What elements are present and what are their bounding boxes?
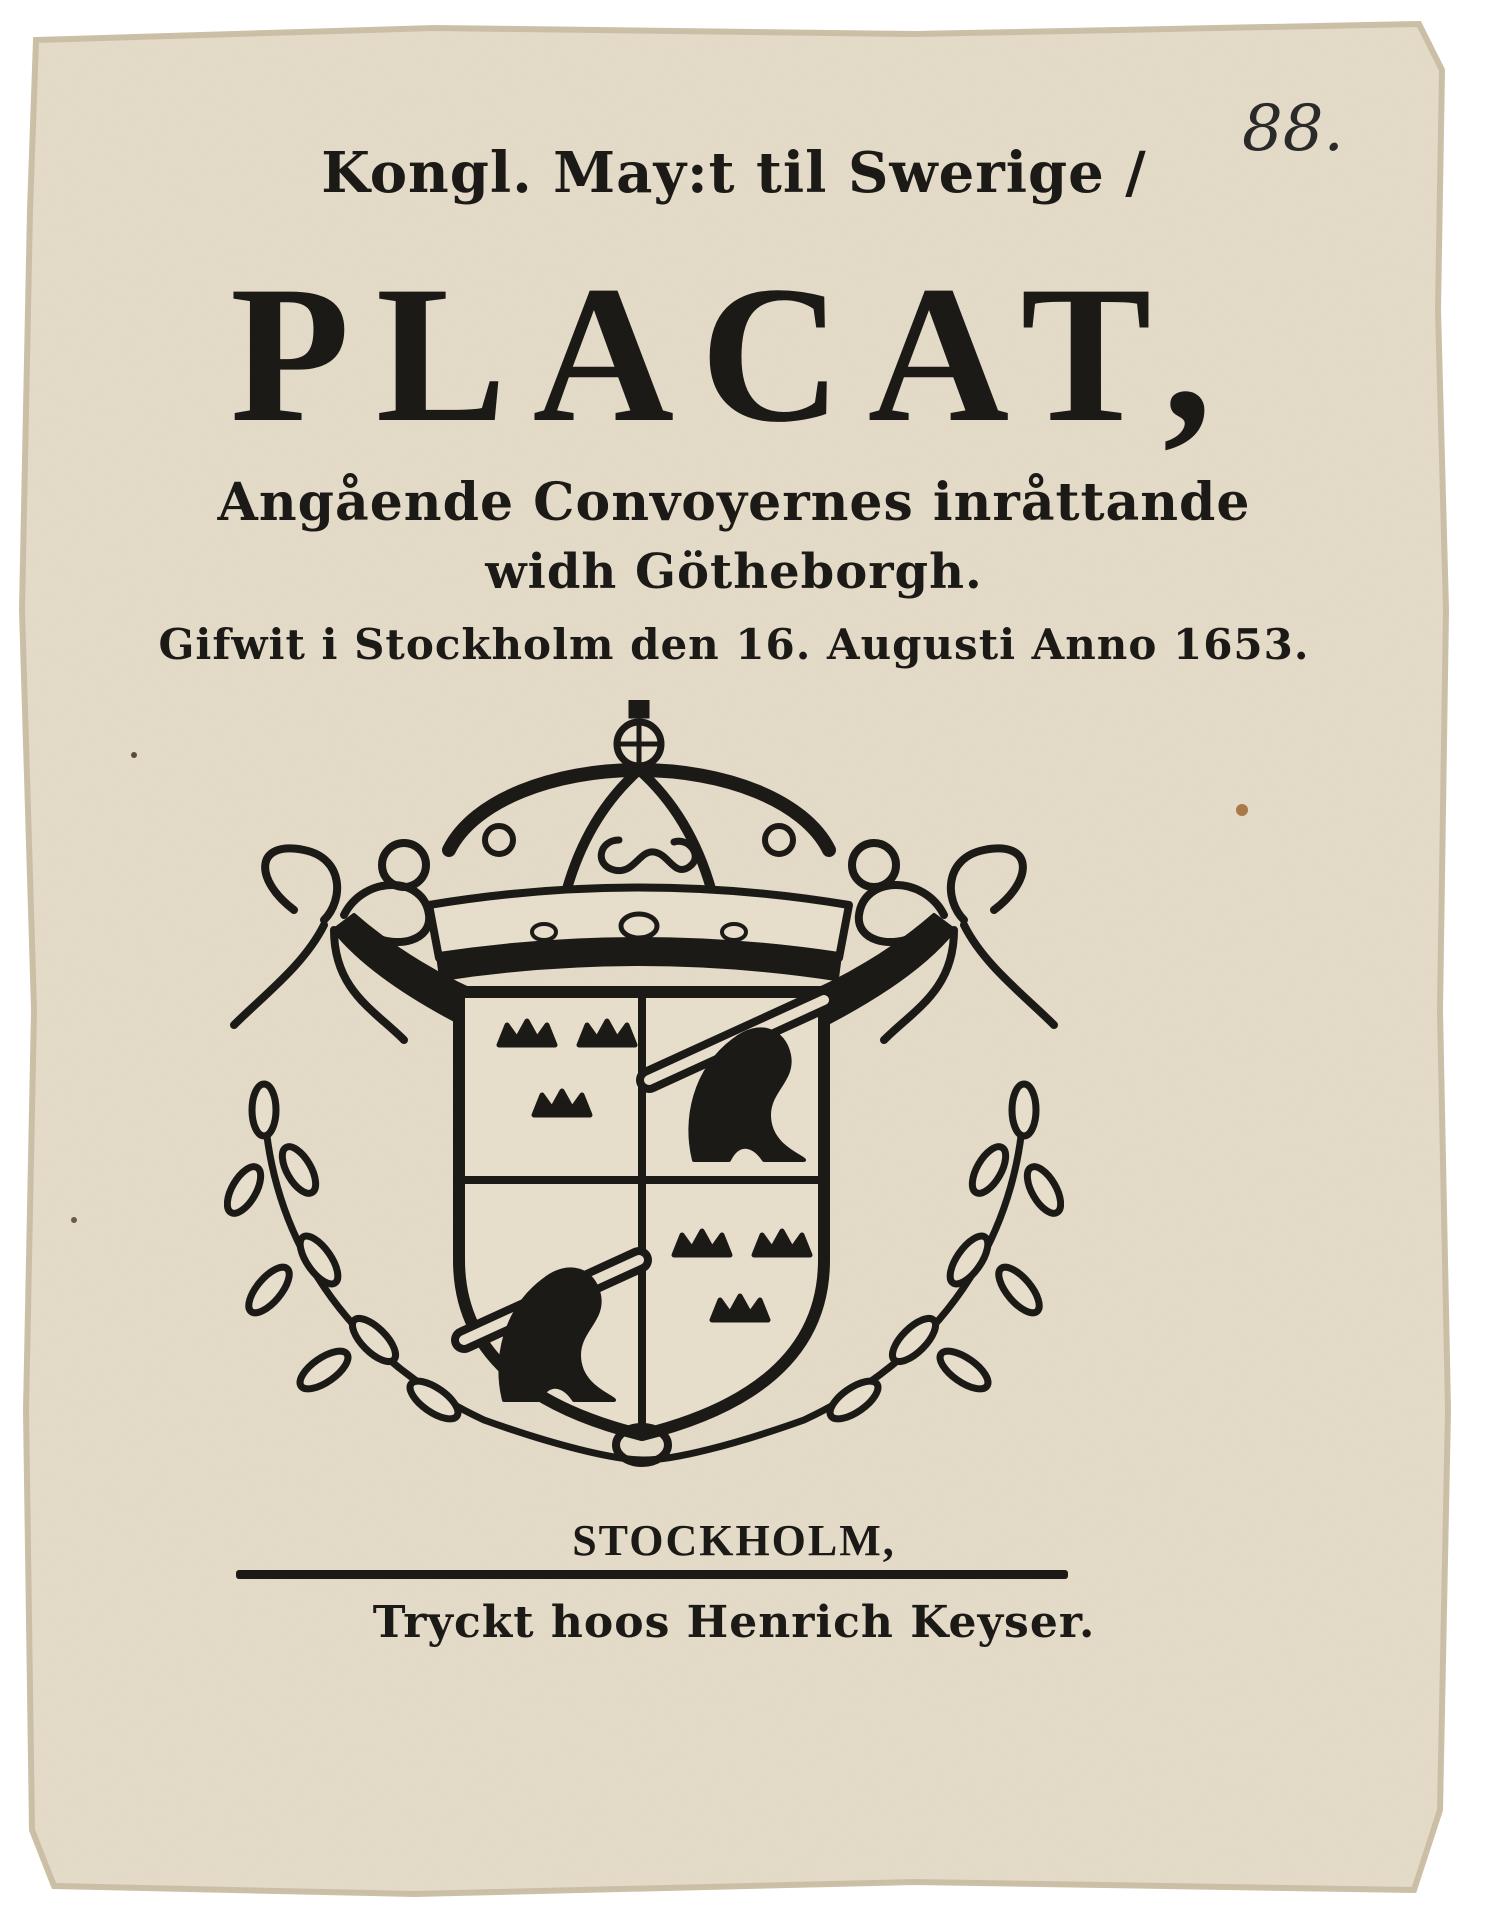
heading-line1: Kongl. May:t til Swerige / [321,140,1147,206]
imprint-rule [236,1570,1068,1579]
dateline: Gifwit i Stockholm den 16. Augusti Anno 1653. [158,620,1310,669]
imprint-city: STOCKHOLM, [572,1516,896,1565]
subject-line2: widh Götheborgh. [485,544,983,600]
document-page [14,10,1454,1900]
coat-of-arms-illustration [224,700,1064,1480]
handwritten-number: 88. [1242,92,1344,166]
page-title: PLACAT, [230,246,1238,463]
imprint-printer: Tryckt hoos Henrich Keyser. [372,1597,1096,1648]
subject-line1: Angående Convoyernes inråttande [217,472,1251,533]
crown-icon [382,700,896,978]
